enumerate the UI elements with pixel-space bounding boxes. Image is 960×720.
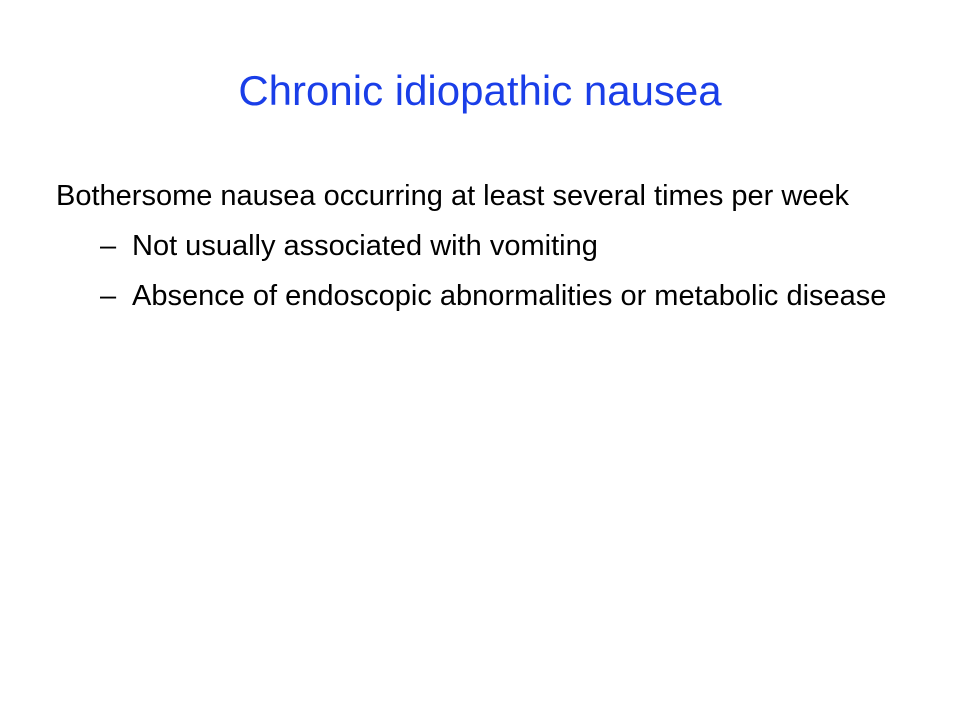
slide-body [56,174,904,324]
dash-marker: – [100,230,117,262]
sub-bullet [56,224,904,268]
main-bullet: Bothersome nausea occurring at least several times per week [56,180,850,212]
dash-marker: – [100,280,117,312]
slide-title: Chronic idiopathic nausea [238,67,722,114]
sub-bullet-list [56,224,904,318]
sub-bullet [56,274,904,318]
sub-bullet-text: Absence of endoscopic abnormalities or metabolic disease [132,280,887,312]
sub-bullet-text: Not usually associated with vomiting [132,230,598,262]
